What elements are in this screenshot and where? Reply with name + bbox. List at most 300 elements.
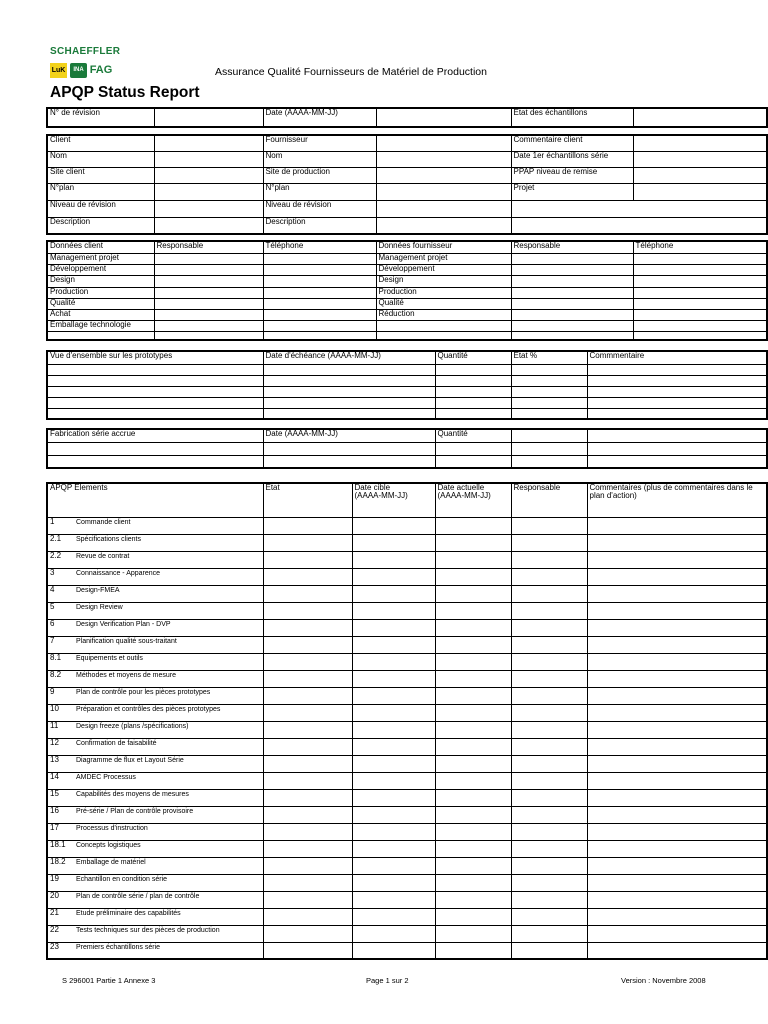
prototype-cell[interactable] [587, 408, 767, 419]
apqp-commentaires-value[interactable] [587, 517, 767, 534]
client-role-label: Emballage technologie [47, 320, 154, 331]
apqp-date-actuelle-value[interactable] [435, 857, 511, 874]
apqp-responsable-value[interactable] [511, 551, 587, 568]
apqp-commentaires-value[interactable] [587, 602, 767, 619]
apqp-commentaires-value[interactable] [587, 942, 767, 959]
apqp-etat-value[interactable] [263, 840, 352, 857]
client-telephone-value[interactable] [263, 275, 376, 287]
apqp-commentaires-value[interactable] [587, 891, 767, 908]
apqp-commentaires-value[interactable] [587, 857, 767, 874]
apqp-etat-value[interactable] [263, 874, 352, 891]
contacts-header-row [47, 241, 767, 253]
prototype-cell[interactable] [47, 408, 263, 419]
apqp-etat-value[interactable] [263, 857, 352, 874]
series-row [47, 455, 767, 468]
apqp-date-actuelle-value[interactable] [435, 670, 511, 687]
apqp-etat-value[interactable] [263, 891, 352, 908]
apqp-header-row [47, 483, 767, 517]
revision-table [46, 107, 768, 128]
apqp-responsable-value[interactable] [511, 704, 587, 721]
apqp-etat-value[interactable] [263, 636, 352, 653]
client-field-value[interactable] [154, 167, 263, 183]
supplier-telephone-value[interactable] [633, 275, 767, 287]
prototype-row [47, 397, 767, 408]
apqp-date-actuelle-value[interactable] [435, 738, 511, 755]
apqp-etat-value[interactable] [263, 517, 352, 534]
supplier-role-label: Réduction [376, 309, 511, 320]
apqp-date-cible-value[interactable] [352, 687, 435, 704]
apqp-responsable-value[interactable] [511, 891, 587, 908]
date-value[interactable] [376, 108, 511, 127]
apqp-etat-value[interactable] [263, 687, 352, 704]
client-responsable-header: Responsable [154, 241, 263, 253]
prototype-cell[interactable] [263, 364, 435, 375]
series-cell[interactable] [511, 442, 587, 455]
apqp-responsable-value[interactable] [511, 755, 587, 772]
client-row [47, 217, 767, 234]
apqp-date-cible-value[interactable] [352, 840, 435, 857]
client-telephone-value[interactable] [263, 287, 376, 298]
apqp-date-actuelle-value[interactable] [435, 823, 511, 840]
apqp-date-cible-value[interactable] [352, 823, 435, 840]
apqp-element-label: 13 Diagramme de flux et Layout Série [47, 755, 263, 772]
apqp-date-actuelle-value[interactable] [435, 687, 511, 704]
apqp-element-label: 2.1 Spécifications clients [47, 534, 263, 551]
client-field-value[interactable] [154, 183, 263, 200]
apqp-responsable-value[interactable] [511, 568, 587, 585]
apqp-date-actuelle-value[interactable] [435, 534, 511, 551]
apqp-commentaires-value[interactable] [587, 823, 767, 840]
prototype-cell[interactable] [263, 408, 435, 419]
apqp-date-cible-value[interactable] [352, 551, 435, 568]
client-responsable-value[interactable] [154, 287, 263, 298]
client-responsable-value[interactable] [154, 275, 263, 287]
apqp-commentaires-value[interactable] [587, 534, 767, 551]
supplier-field-label: N°plan [263, 183, 376, 200]
apqp-date-cible-value[interactable] [352, 925, 435, 942]
client-telephone-value[interactable] [263, 298, 376, 309]
apqp-date-actuelle-value[interactable] [435, 551, 511, 568]
apqp-element-label: 21 Etude préliminaire des capabilités [47, 908, 263, 925]
series-cell[interactable] [263, 442, 435, 455]
contacts-empty-cell[interactable] [47, 331, 154, 340]
contacts-row [47, 287, 767, 298]
series-cell[interactable] [511, 455, 587, 468]
prototype-cell[interactable] [587, 397, 767, 408]
apqp-etat-value[interactable] [263, 534, 352, 551]
apqp-date-actuelle-value[interactable] [435, 772, 511, 789]
apqp-element-row [47, 840, 767, 857]
apqp-etat-value[interactable] [263, 551, 352, 568]
apqp-commentaires-value[interactable] [587, 687, 767, 704]
supplier-responsable-value[interactable] [511, 275, 633, 287]
apqp-commentaires-value[interactable] [587, 840, 767, 857]
apqp-element-row [47, 636, 767, 653]
supplier-telephone-value[interactable] [633, 264, 767, 275]
client-header-row [47, 135, 767, 151]
samples-label: Etat des échantillons [511, 108, 633, 127]
supplier-responsable-value[interactable] [511, 264, 633, 275]
samples-value[interactable] [633, 108, 767, 127]
apqp-date-cible-value[interactable] [352, 585, 435, 602]
apqp-date-actuelle-value[interactable] [435, 517, 511, 534]
client-role-label: Qualité [47, 298, 154, 309]
apqp-etat-value[interactable] [263, 942, 352, 959]
apqp-date-actuelle-value[interactable] [435, 585, 511, 602]
apqp-date-cible-value[interactable] [352, 891, 435, 908]
comment-header-value[interactable] [633, 135, 767, 151]
apqp-responsable-value[interactable] [511, 806, 587, 823]
revision-label: N° de révision [47, 108, 154, 127]
contacts-row [47, 253, 767, 264]
apqp-commentaires-value[interactable] [587, 636, 767, 653]
client-row [47, 183, 767, 200]
apqp-responsable-value[interactable] [511, 721, 587, 738]
client-field-value[interactable] [154, 217, 263, 234]
supplier-header-value[interactable] [376, 135, 511, 151]
comment-field-value[interactable] [633, 151, 767, 167]
client-telephone-value[interactable] [263, 309, 376, 320]
prototype-cell[interactable] [435, 364, 511, 375]
series-quantity-header: Quantité [435, 429, 511, 442]
apqp-date-actuelle-value[interactable] [435, 908, 511, 925]
apqp-responsable-value[interactable] [511, 687, 587, 704]
comment-free-area[interactable] [511, 200, 767, 217]
supplier-field-label: Description [263, 217, 376, 234]
client-role-label: Production [47, 287, 154, 298]
apqp-date-actuelle-value[interactable] [435, 568, 511, 585]
client-header-value[interactable] [154, 135, 263, 151]
apqp-responsable-value[interactable] [511, 925, 587, 942]
apqp-commentaires-value[interactable] [587, 568, 767, 585]
prototype-cell[interactable] [263, 386, 435, 397]
client-responsable-value[interactable] [154, 298, 263, 309]
apqp-etat-value[interactable] [263, 619, 352, 636]
apqp-commentaires-value[interactable] [587, 874, 767, 891]
apqp-responsable-value[interactable] [511, 636, 587, 653]
client-role-label: Développement [47, 264, 154, 275]
supplier-telephone-header: Téléphone [633, 241, 767, 253]
prototype-cell[interactable] [511, 397, 587, 408]
supplier-field-value[interactable] [376, 151, 511, 167]
apqp-element-row [47, 806, 767, 823]
apqp-etat-value[interactable] [263, 568, 352, 585]
apqp-element-row [47, 789, 767, 806]
supplier-role-label: Design [376, 275, 511, 287]
prototypes-comment-header: Commmentaire [587, 351, 767, 364]
apqp-element-row [47, 670, 767, 687]
supplier-responsable-value[interactable] [511, 320, 633, 331]
apqp-etat-value[interactable] [263, 755, 352, 772]
contacts-row [47, 320, 767, 331]
prototype-cell[interactable] [435, 397, 511, 408]
prototypes-status-header: Etat % [511, 351, 587, 364]
apqp-responsable-value[interactable] [511, 619, 587, 636]
series-header-row [47, 429, 767, 442]
apqp-date-cible-value[interactable] [352, 704, 435, 721]
contacts-empty-cell[interactable] [633, 331, 767, 340]
apqp-date-cible-value[interactable] [352, 789, 435, 806]
prototype-cell[interactable] [435, 408, 511, 419]
apqp-element-label: 6 Design Verification Plan - DVP [47, 619, 263, 636]
apqp-date-actuelle-value[interactable] [435, 942, 511, 959]
contacts-row [47, 298, 767, 309]
client-responsable-value[interactable] [154, 264, 263, 275]
apqp-commentaires-value[interactable] [587, 670, 767, 687]
client-telephone-value[interactable] [263, 320, 376, 331]
prototype-cell[interactable] [47, 364, 263, 375]
apqp-responsable-value[interactable] [511, 908, 587, 925]
apqp-date-actuelle-value[interactable] [435, 874, 511, 891]
prototype-row [47, 408, 767, 419]
apqp-commentaires-value[interactable] [587, 908, 767, 925]
prototype-cell[interactable] [435, 375, 511, 386]
supplier-telephone-value[interactable] [633, 253, 767, 264]
supplier-role-label: Développement [376, 264, 511, 275]
series-cell[interactable] [263, 455, 435, 468]
apqp-element-row [47, 755, 767, 772]
footer-reference: S 296001 Partie 1 Annexe 3 [62, 976, 156, 985]
apqp-element-label: 18.1 Concepts logistiques [47, 840, 263, 857]
apqp-date-cible-header: Date cible (AAAA-MM-JJ) [352, 483, 435, 517]
apqp-etat-value[interactable] [263, 721, 352, 738]
apqp-responsable-value[interactable] [511, 772, 587, 789]
client-responsable-value[interactable] [154, 309, 263, 320]
apqp-date-actuelle-value[interactable] [435, 806, 511, 823]
apqp-commentaires-value[interactable] [587, 704, 767, 721]
apqp-date-actuelle-value[interactable] [435, 619, 511, 636]
client-field-value[interactable] [154, 200, 263, 217]
supplier-telephone-value[interactable] [633, 298, 767, 309]
supplier-responsable-header: Responsable [511, 241, 633, 253]
apqp-commentaires-value[interactable] [587, 721, 767, 738]
prototype-cell[interactable] [587, 364, 767, 375]
prototype-cell[interactable] [511, 364, 587, 375]
supplier-responsable-value[interactable] [511, 253, 633, 264]
apqp-date-cible-value[interactable] [352, 806, 435, 823]
comment-field-label: Projet [511, 183, 633, 200]
apqp-responsable-value[interactable] [511, 823, 587, 840]
series-cell[interactable] [47, 442, 263, 455]
apqp-date-actuelle-value[interactable] [435, 789, 511, 806]
supplier-field-label: Niveau de révision [263, 200, 376, 217]
apqp-date-cible-value[interactable] [352, 908, 435, 925]
supplier-field-value[interactable] [376, 200, 511, 217]
supplier-responsable-value[interactable] [511, 298, 633, 309]
apqp-etat-value[interactable] [263, 823, 352, 840]
client-field-label: N°plan [47, 183, 154, 200]
apqp-element-label: 7 Planification qualité sous-traitant [47, 636, 263, 653]
apqp-element-row [47, 772, 767, 789]
apqp-date-cible-value[interactable] [352, 772, 435, 789]
revision-value[interactable] [154, 108, 263, 127]
apqp-date-cible-value[interactable] [352, 942, 435, 959]
comment-field-value[interactable] [633, 167, 767, 183]
apqp-element-label: 15 Capabilités des moyens de mesures [47, 789, 263, 806]
supplier-telephone-value[interactable] [633, 287, 767, 298]
apqp-elements-header: APQP Elements [47, 483, 263, 517]
apqp-commentaires-value[interactable] [587, 653, 767, 670]
apqp-date-cible-value[interactable] [352, 738, 435, 755]
apqp-date-cible-value[interactable] [352, 874, 435, 891]
apqp-etat-value[interactable] [263, 704, 352, 721]
contacts-table [46, 240, 768, 341]
supplier-field-value[interactable] [376, 167, 511, 183]
apqp-responsable-value[interactable] [511, 942, 587, 959]
apqp-date-actuelle-value[interactable] [435, 925, 511, 942]
apqp-commentaires-value[interactable] [587, 738, 767, 755]
contacts-empty-cell[interactable] [263, 331, 376, 340]
apqp-date-cible-value[interactable] [352, 568, 435, 585]
client-supplier-table [46, 134, 768, 235]
apqp-commentaires-value[interactable] [587, 619, 767, 636]
client-row [47, 167, 767, 183]
series-cell[interactable] [435, 455, 511, 468]
apqp-etat-value[interactable] [263, 789, 352, 806]
prototype-cell[interactable] [511, 408, 587, 419]
prototype-cell[interactable] [511, 375, 587, 386]
apqp-date-actuelle-value[interactable] [435, 755, 511, 772]
apqp-commentaires-value[interactable] [587, 772, 767, 789]
apqp-commentaires-value[interactable] [587, 806, 767, 823]
apqp-element-label: 23 Premiers échantillons série [47, 942, 263, 959]
supplier-role-label: Management projet [376, 253, 511, 264]
client-field-value[interactable] [154, 151, 263, 167]
series-cell[interactable] [587, 455, 767, 468]
apqp-commentaires-header: Commentaires (plus de commentaires dans le plan d'action) [587, 483, 767, 517]
supplier-responsable-value[interactable] [511, 287, 633, 298]
apqp-commentaires-value[interactable] [587, 755, 767, 772]
series-title: Fabrication série accrue [47, 429, 263, 442]
apqp-date-cible-value[interactable] [352, 534, 435, 551]
apqp-date-actuelle-value[interactable] [435, 636, 511, 653]
apqp-responsable-value[interactable] [511, 653, 587, 670]
apqp-date-cible-value[interactable] [352, 653, 435, 670]
apqp-etat-value[interactable] [263, 772, 352, 789]
apqp-date-cible-value[interactable] [352, 857, 435, 874]
apqp-responsable-value[interactable] [511, 517, 587, 534]
contacts-empty-cell[interactable] [154, 331, 263, 340]
client-telephone-value[interactable] [263, 264, 376, 275]
apqp-etat-value[interactable] [263, 738, 352, 755]
apqp-element-row [47, 721, 767, 738]
apqp-commentaires-value[interactable] [587, 551, 767, 568]
prototype-cell[interactable] [263, 375, 435, 386]
contacts-empty-cell[interactable] [376, 331, 511, 340]
series-cell[interactable] [587, 442, 767, 455]
client-responsable-value[interactable] [154, 320, 263, 331]
supplier-role-label: Qualité [376, 298, 511, 309]
supplier-responsable-value[interactable] [511, 309, 633, 320]
prototype-cell[interactable] [47, 386, 263, 397]
contacts-empty-cell[interactable] [511, 331, 633, 340]
supplier-field-value[interactable] [376, 217, 511, 234]
apqp-responsable-value[interactable] [511, 857, 587, 874]
series-cell[interactable] [435, 442, 511, 455]
apqp-date-cible-value[interactable] [352, 755, 435, 772]
apqp-date-cible-value[interactable] [352, 619, 435, 636]
comment-field-label: Date 1er échantillons série [511, 151, 633, 167]
contacts-row [47, 275, 767, 287]
prototypes-quantity-header: Quantité [435, 351, 511, 364]
apqp-date-cible-value[interactable] [352, 517, 435, 534]
prototype-cell[interactable] [263, 397, 435, 408]
apqp-responsable-value[interactable] [511, 789, 587, 806]
apqp-responsable-value[interactable] [511, 602, 587, 619]
apqp-etat-value[interactable] [263, 670, 352, 687]
apqp-etat-value[interactable] [263, 585, 352, 602]
client-role-label: Achat [47, 309, 154, 320]
supplier-field-value[interactable] [376, 183, 511, 200]
comment-header: Commentaire client [511, 135, 633, 151]
prototypes-table [46, 350, 768, 420]
prototype-cell[interactable] [587, 386, 767, 397]
apqp-element-row [47, 585, 767, 602]
apqp-commentaires-value[interactable] [587, 585, 767, 602]
apqp-date-actuelle-value[interactable] [435, 602, 511, 619]
prototype-cell[interactable] [435, 386, 511, 397]
apqp-etat-value[interactable] [263, 925, 352, 942]
apqp-etat-value[interactable] [263, 653, 352, 670]
supplier-telephone-value[interactable] [633, 309, 767, 320]
client-role-label: Management projet [47, 253, 154, 264]
apqp-responsable-value[interactable] [511, 840, 587, 857]
client-responsable-value[interactable] [154, 253, 263, 264]
apqp-date-actuelle-value[interactable] [435, 721, 511, 738]
series-cell[interactable] [47, 455, 263, 468]
apqp-element-label: 18.2 Emballage de matériel [47, 857, 263, 874]
apqp-responsable-value[interactable] [511, 585, 587, 602]
apqp-commentaires-value[interactable] [587, 789, 767, 806]
supplier-telephone-value[interactable] [633, 320, 767, 331]
apqp-etat-value[interactable] [263, 602, 352, 619]
prototype-cell[interactable] [587, 375, 767, 386]
apqp-element-label: 11 Design freeze (plans /spécifications) [47, 721, 263, 738]
apqp-date-cible-value[interactable] [352, 670, 435, 687]
apqp-date-actuelle-header: Date actuelle (AAAA-MM-JJ) [435, 483, 511, 517]
apqp-commentaires-value[interactable] [587, 925, 767, 942]
apqp-element-row [47, 738, 767, 755]
apqp-etat-value[interactable] [263, 806, 352, 823]
apqp-responsable-value[interactable] [511, 874, 587, 891]
client-telephone-value[interactable] [263, 253, 376, 264]
client-field-label: Nom [47, 151, 154, 167]
apqp-element-label: 2.2 Revue de contrat [47, 551, 263, 568]
apqp-date-actuelle-value[interactable] [435, 704, 511, 721]
apqp-responsable-value[interactable] [511, 534, 587, 551]
prototype-cell[interactable] [511, 386, 587, 397]
apqp-date-actuelle-value[interactable] [435, 891, 511, 908]
apqp-element-row [47, 704, 767, 721]
apqp-responsable-value[interactable] [511, 738, 587, 755]
comment-free-area[interactable] [511, 217, 767, 234]
ina-logo: INA [70, 63, 87, 78]
apqp-etat-value[interactable] [263, 908, 352, 925]
prototype-cell[interactable] [47, 375, 263, 386]
apqp-date-actuelle-value[interactable] [435, 840, 511, 857]
apqp-date-cible-value[interactable] [352, 721, 435, 738]
prototype-cell[interactable] [47, 397, 263, 408]
comment-field-value[interactable] [633, 183, 767, 200]
apqp-responsable-header: Responsable [511, 483, 587, 517]
apqp-date-cible-value[interactable] [352, 636, 435, 653]
series-row [47, 442, 767, 455]
apqp-responsable-value[interactable] [511, 670, 587, 687]
prototypes-header-row [47, 351, 767, 364]
supplier-role-label: Production [376, 287, 511, 298]
apqp-date-actuelle-value[interactable] [435, 653, 511, 670]
apqp-date-cible-value[interactable] [352, 602, 435, 619]
